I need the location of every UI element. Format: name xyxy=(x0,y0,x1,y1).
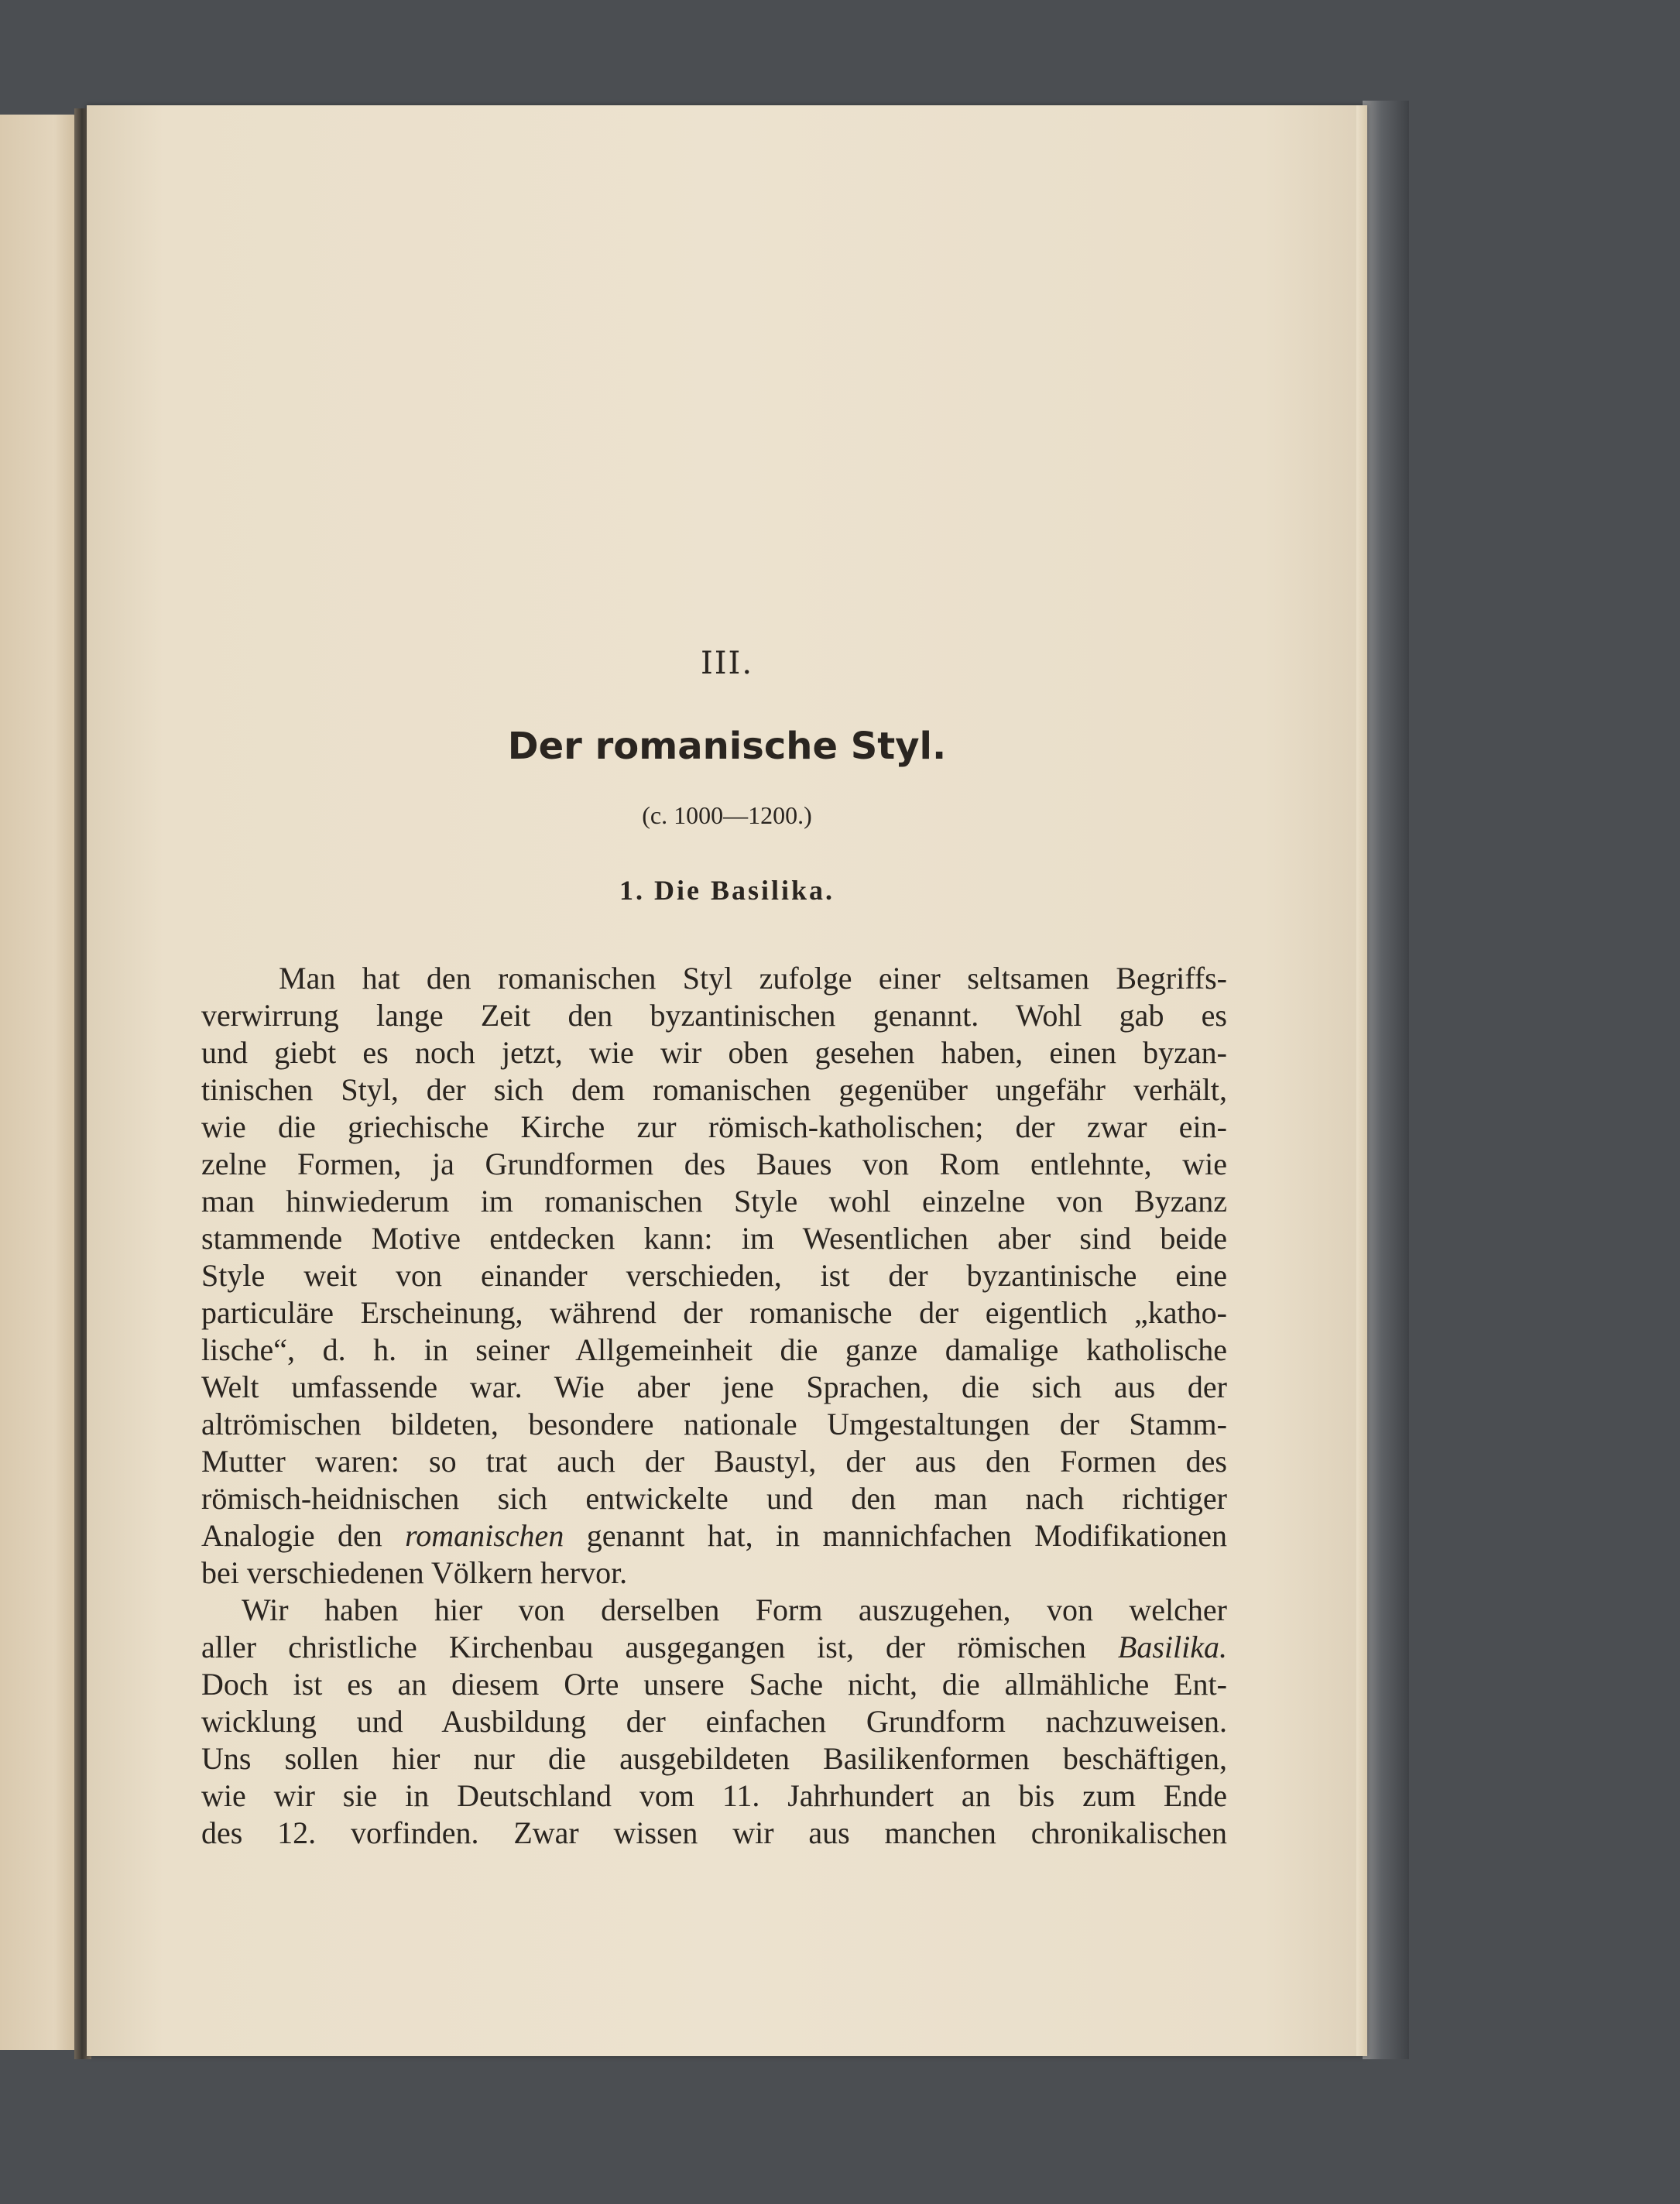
text-line: Mutter waren: so trat auch der Baustyl, der aus den Formen des xyxy=(201,1444,1227,1479)
text-line: wie die griechische Kirche zur römisch-katholischen; der zwar ein- xyxy=(201,1109,1227,1144)
text-line: tinischen Styl, der sich dem romanischen gegenüber ungefähr verhält, xyxy=(201,1072,1227,1107)
text-run: genannt hat, in mannichfachen Modifikationen xyxy=(564,1518,1228,1553)
chapter-number: III. xyxy=(700,646,754,681)
text-line: des 12. vorfinden. Zwar wissen wir aus manchen chronikalischen xyxy=(201,1815,1227,1850)
italic-term: romanischen xyxy=(405,1518,564,1553)
page-edge xyxy=(1356,105,1367,2056)
text-line: Man hat den romanischen Styl zufolge einer seltsamen Begriffs- xyxy=(279,961,1227,996)
text-line xyxy=(201,1629,1227,1666)
text-line: verwirrung lange Zeit den byzantinischen genannt. Wohl gab es xyxy=(201,998,1227,1033)
text-line: Wir haben hier von derselben Form auszugehen, von welcher xyxy=(242,1592,1227,1627)
text-line: lische“, d. h. in seiner Allgemeinheit die ganze damalige katholische xyxy=(201,1332,1227,1367)
text-line: bei verschiedenen Völkern hervor. xyxy=(201,1555,628,1590)
text-line: Uns sollen hier nur die ausgebildeten Basilikenformen beschäftigen, xyxy=(201,1741,1227,1776)
text-line: Doch ist es an diesem Orte unsere Sache nicht, die allmähliche Ent- xyxy=(201,1667,1227,1702)
text-line: wicklung und Ausbildung der einfachen Grundform nachzuweisen. xyxy=(201,1704,1227,1739)
text-line xyxy=(201,1517,1227,1554)
text-line: Welt umfassende war. Wie aber jene Sprachen, die sich aus der xyxy=(201,1369,1227,1404)
text-line: römisch-heidnischen sich entwickelte und den man nach richtiger xyxy=(201,1481,1227,1516)
text-line: wie wir sie in Deutschland vom 11. Jahrhundert an bis zum Ende xyxy=(201,1778,1227,1813)
text-line: man hinwiederum im romanischen Style wohl einzelne von Byzanz xyxy=(201,1184,1227,1219)
text-line: stammende Motive entdecken kann: im Wesentlichen aber sind beide xyxy=(201,1221,1227,1256)
chapter-title: Der romanische Styl. xyxy=(507,725,947,768)
body-text xyxy=(201,960,1227,1852)
text-run: Analogie den xyxy=(201,1518,406,1553)
previous-page-edge xyxy=(0,115,77,2050)
text-line: particuläre Erscheinung, während der romanische der eigentlich „katho- xyxy=(201,1295,1227,1330)
text-line: Style weit von einander verschieden, ist der byzantinische eine xyxy=(201,1258,1227,1293)
chapter-dates: (c. 1000—1200.) xyxy=(642,801,812,829)
text-line: und giebt es noch jetzt, wie wir oben gesehen haben, einen byzan- xyxy=(201,1035,1227,1070)
section-title: 1. Die Basilika. xyxy=(619,875,835,906)
book-cover-edge xyxy=(1363,101,1409,2059)
book-page xyxy=(87,105,1367,2056)
italic-term: Basilika. xyxy=(1117,1630,1227,1664)
text-line: zelne Formen, ja Grundformen des Baues von Rom entlehnte, wie xyxy=(201,1147,1227,1181)
text-line: altrömischen bildeten, besondere nationale Umgestaltungen der Stamm- xyxy=(201,1407,1227,1441)
text-run: aller christliche Kirchenbau ausgegangen ist, der römischen xyxy=(201,1630,1118,1664)
